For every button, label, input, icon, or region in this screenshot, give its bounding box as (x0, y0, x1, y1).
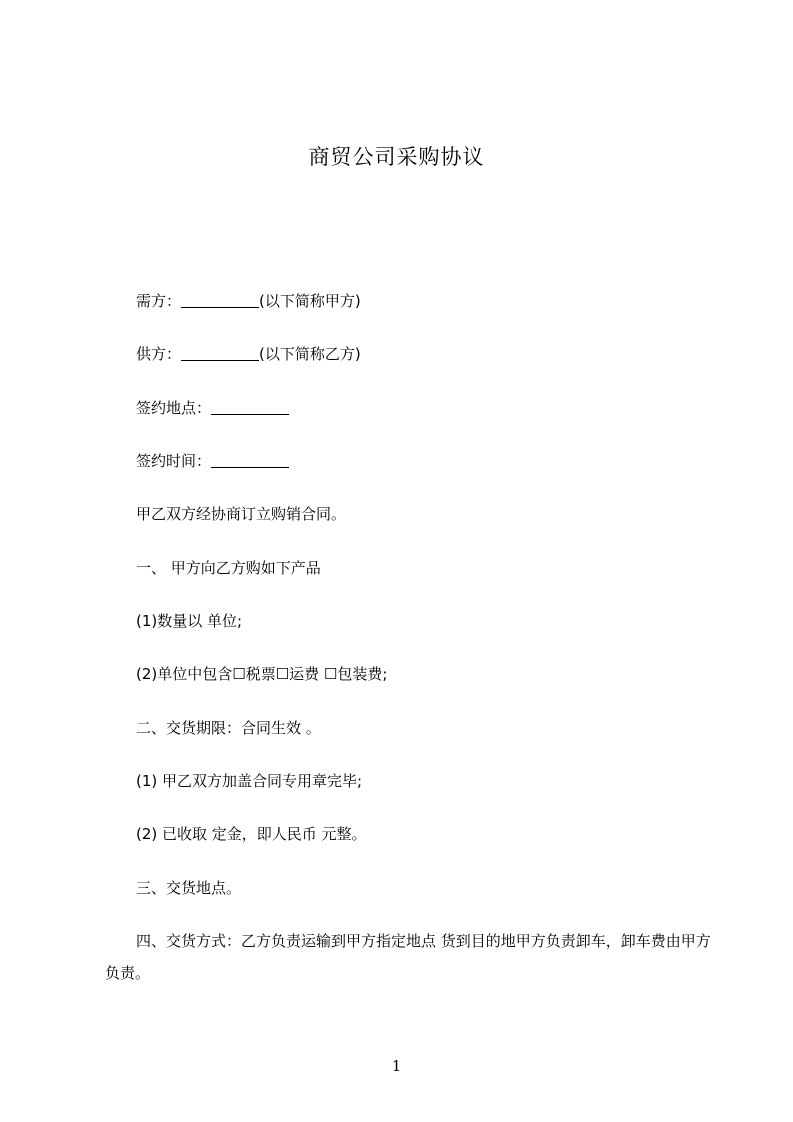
supplier-blank (181, 346, 259, 361)
buyer-blank (181, 293, 259, 308)
section-1-item-2: (2)单位中包含☐税票☐运费 ☐包装费; (136, 665, 388, 683)
document-title: 商贸公司采购协议 (308, 145, 485, 169)
signing-time-line (136, 451, 289, 471)
page-number: 1 (391, 1057, 402, 1075)
supplier-suffix: (以下简称乙方) (259, 345, 361, 363)
section-4-paragraph: 四、交货方式：乙方负责运输到甲方指定地点 货到目的地甲方负责卸车，卸车费由甲方负责。 (105, 932, 711, 982)
buyer-label: 需方： (136, 292, 182, 310)
section-2-heading: 二、交货期限：合同生效 。 (136, 719, 321, 737)
signing-place-blank (211, 400, 289, 415)
supplier-label: 供方： (136, 345, 182, 363)
signing-place-line (136, 398, 289, 418)
supplier-line (136, 344, 361, 364)
section-3-heading: 三、交货地点。 (136, 879, 242, 897)
section-1-item-1: (1)数量以 单位; (136, 612, 243, 630)
buyer-line (136, 291, 361, 311)
section-2-item-1: (1) 甲乙双方加盖合同专用章完毕; (136, 772, 363, 790)
signing-time-blank (211, 453, 289, 468)
buyer-suffix: (以下简称甲方) (259, 292, 361, 310)
signing-time-label: 签约时间： (136, 452, 212, 470)
section-1-heading: 一、 甲方向乙方购如下产品 (136, 559, 321, 577)
section-2-item-2: (2) 已收取 定金，即人民币 元整。 (136, 825, 367, 843)
intro-text: 甲乙双方经协商订立购销合同。 (136, 505, 347, 523)
signing-place-label: 签约地点： (136, 399, 212, 417)
